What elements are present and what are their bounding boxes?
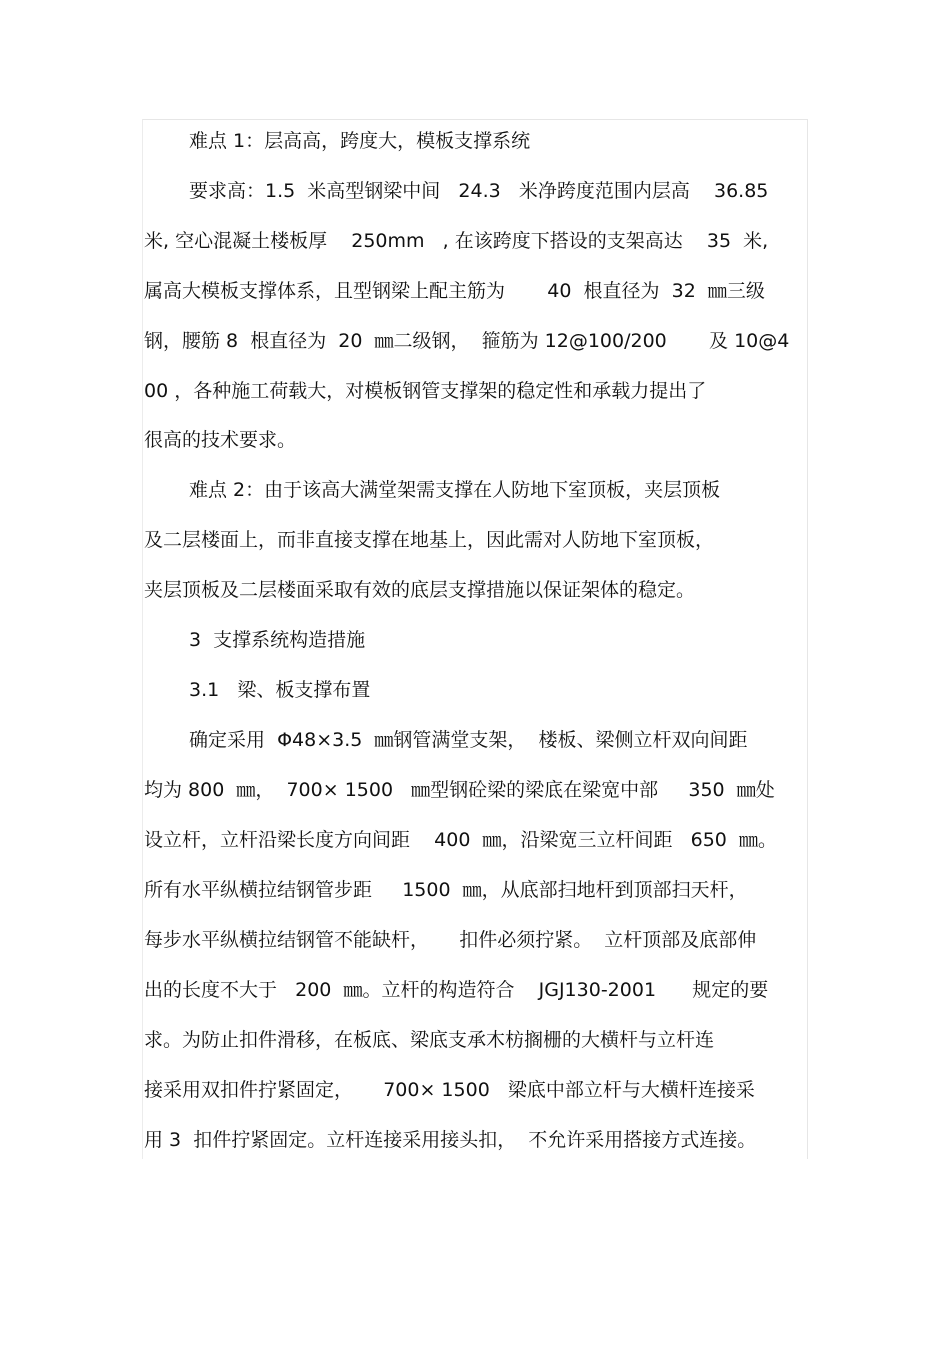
subsection-heading: 3.1 梁、板支撑布置 — [189, 679, 371, 701]
text-line: 用 3 扣件拧紧固定。立杆连接采用接头扣， 不允许采用搭接方式连接。 — [144, 1129, 757, 1151]
text-line: 钢，腰筋 8 根直径为 20 ㎜二级钢， 箍筋为 12@100/200 及 10@4 — [144, 330, 790, 352]
text-line: 夹层顶板及二层楼面采取有效的底层支撑措施以保证架体的稳定。 — [144, 579, 696, 601]
text-line: 要求高：1.5 米高型钢梁中间 24.3 米净跨度范围内层高 36.85 — [189, 180, 769, 202]
section-heading: 3 支撑系统构造措施 — [189, 629, 366, 651]
text-line: 求。为防止扣件滑移，在板底、梁底支承木枋搁栅的大横杆与立杆连 — [144, 1029, 715, 1051]
text-line: 确定采用 Φ48×3.5 ㎜钢管满堂支架， 楼板、梁侧立杆双向间距 — [189, 729, 748, 751]
text-line: 均为 800 ㎜， 700× 1500 ㎜型钢砼梁的梁底在梁宽中部 350 ㎜处 — [144, 779, 775, 801]
text-line: 每步水平纵横拉结钢管不能缺杆， 扣件必须拧紧。 立杆顶部及底部伸 — [144, 929, 757, 951]
text-line: 出的长度不大于 200 ㎜。立杆的构造符合 JGJ130-2001 规定的要 — [144, 979, 769, 1001]
text-line: 接采用双扣件拧紧固定， 700× 1500 梁底中部立杆与大横杆连接采 — [144, 1079, 755, 1101]
text-line: 很高的技术要求。 — [144, 429, 297, 451]
text-line: 及二层楼面上，而非直接支撑在地基上，因此需对人防地下室顶板， — [144, 529, 715, 551]
text-line: 米, 空心混凝土楼板厚 250mm , 在该跨度下搭设的支架高达 35 米, — [144, 230, 769, 252]
text-line: 难点 1：层高高，跨度大，模板支撑系统 — [189, 130, 531, 152]
text-line: 属高大模板支撑体系，且型钢梁上配主筋为 40 根直径为 32 ㎜三级 — [144, 280, 765, 302]
text-line: 难点 2：由于该高大满堂架需支撑在人防地下室顶板，夹层顶板 — [189, 479, 721, 501]
text-line: 设立杆，立杆沿梁长度方向间距 400 ㎜，沿梁宽三立杆间距 650 ㎜。 — [144, 829, 777, 851]
text-line: 所有水平纵横拉结钢管步距 1500 ㎜，从底部扫地杆到顶部扫天杆， — [144, 879, 748, 901]
text-line: 00 ，各种施工荷载大，对模板钢管支撑架的稳定性和承载力提出了 — [144, 380, 707, 402]
